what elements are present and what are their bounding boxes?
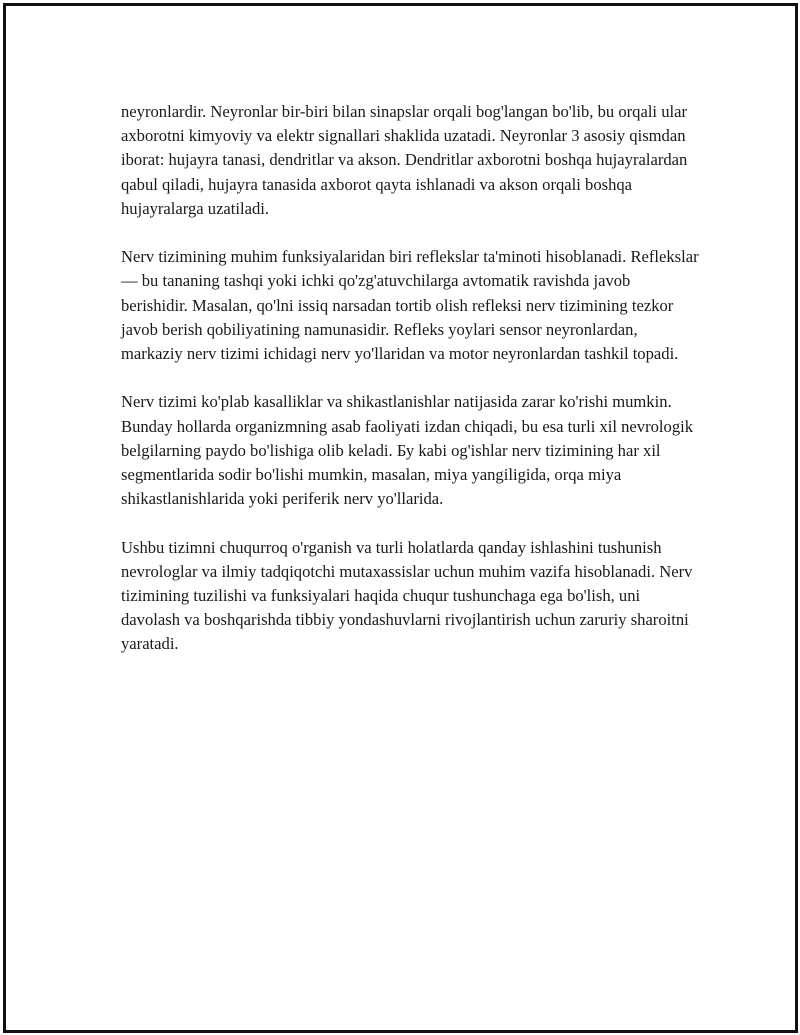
paragraph-2: Nerv tizimining muhim funksiyalaridan biri reflekslar ta'minoti hisoblanadi. Reflekslar — bu tananing tashqi yoki ichki qo'zg'atuvchilarga avtomatik ravishda javob berishidir. Masalan, qo'lni issiq narsadan tortib olish refleksi nerv tizimining tezkor javob berish qobiliyatining namunasidir. Refleks yoylari sensor neyronlardan, markaziy nerv tizimi ichidagi nerv yo'llaridan va motor neyronlardan tashkil topadi. xyxy=(121,247,699,364)
paragraph-3: Nerv tizimi ko'plab kasalliklar va shikastlanishlar natijasida zarar ko'rishi mumkin. Bunday hollarda organizmning asab faoliyati izdan chiqadi, bu esa turli xil nevrologik belgilarning paydo bo'lishiga olib keladi. Бу kabi og'ishlar nerv tizimining har xil segmentlarida sodir bo'lishi mumkin, masalan, miya yangiligida, orqa miya shikastlanishlarida yoki periferik nerv yo'llarida. xyxy=(121,392,694,509)
document-body xyxy=(121,100,701,681)
document-page xyxy=(3,3,798,1033)
paragraph-4: Ushbu tizimni chuqurroq o'rganish va turli holatlarda qanday ishlashini tushunish nevrologlar va ilmiy tadqiqotchi mutaxassislar uchun muhim vazifa hisoblanadi. Nerv tizimining tuzilishi va funksiyalari haqida chuqur tushunchaga ega bo'lish, uni davolash va boshqarishda tibbiy yondashuvlarni rivojlantirish uchun zaruriy sharoitni yaratadi. xyxy=(121,537,693,654)
paragraph-1: neyronlardir. Neyronlar bir-biri bilan sinapslar orqali bog'langan bo'lib, bu orqali ular axborotni kimyoviy va elektr signallari shaklida uzatadi. Neyronlar 3 asosiy qismdan iborat: hujayra tanasi, dendritlar va akson. Dendritlar axborotni boshqa hujayralardan qabul qiladi, hujayra tanasida axborot qayta ishlanadi va akson orqali boshqa hujayralarga uzatiladi. xyxy=(121,102,688,218)
